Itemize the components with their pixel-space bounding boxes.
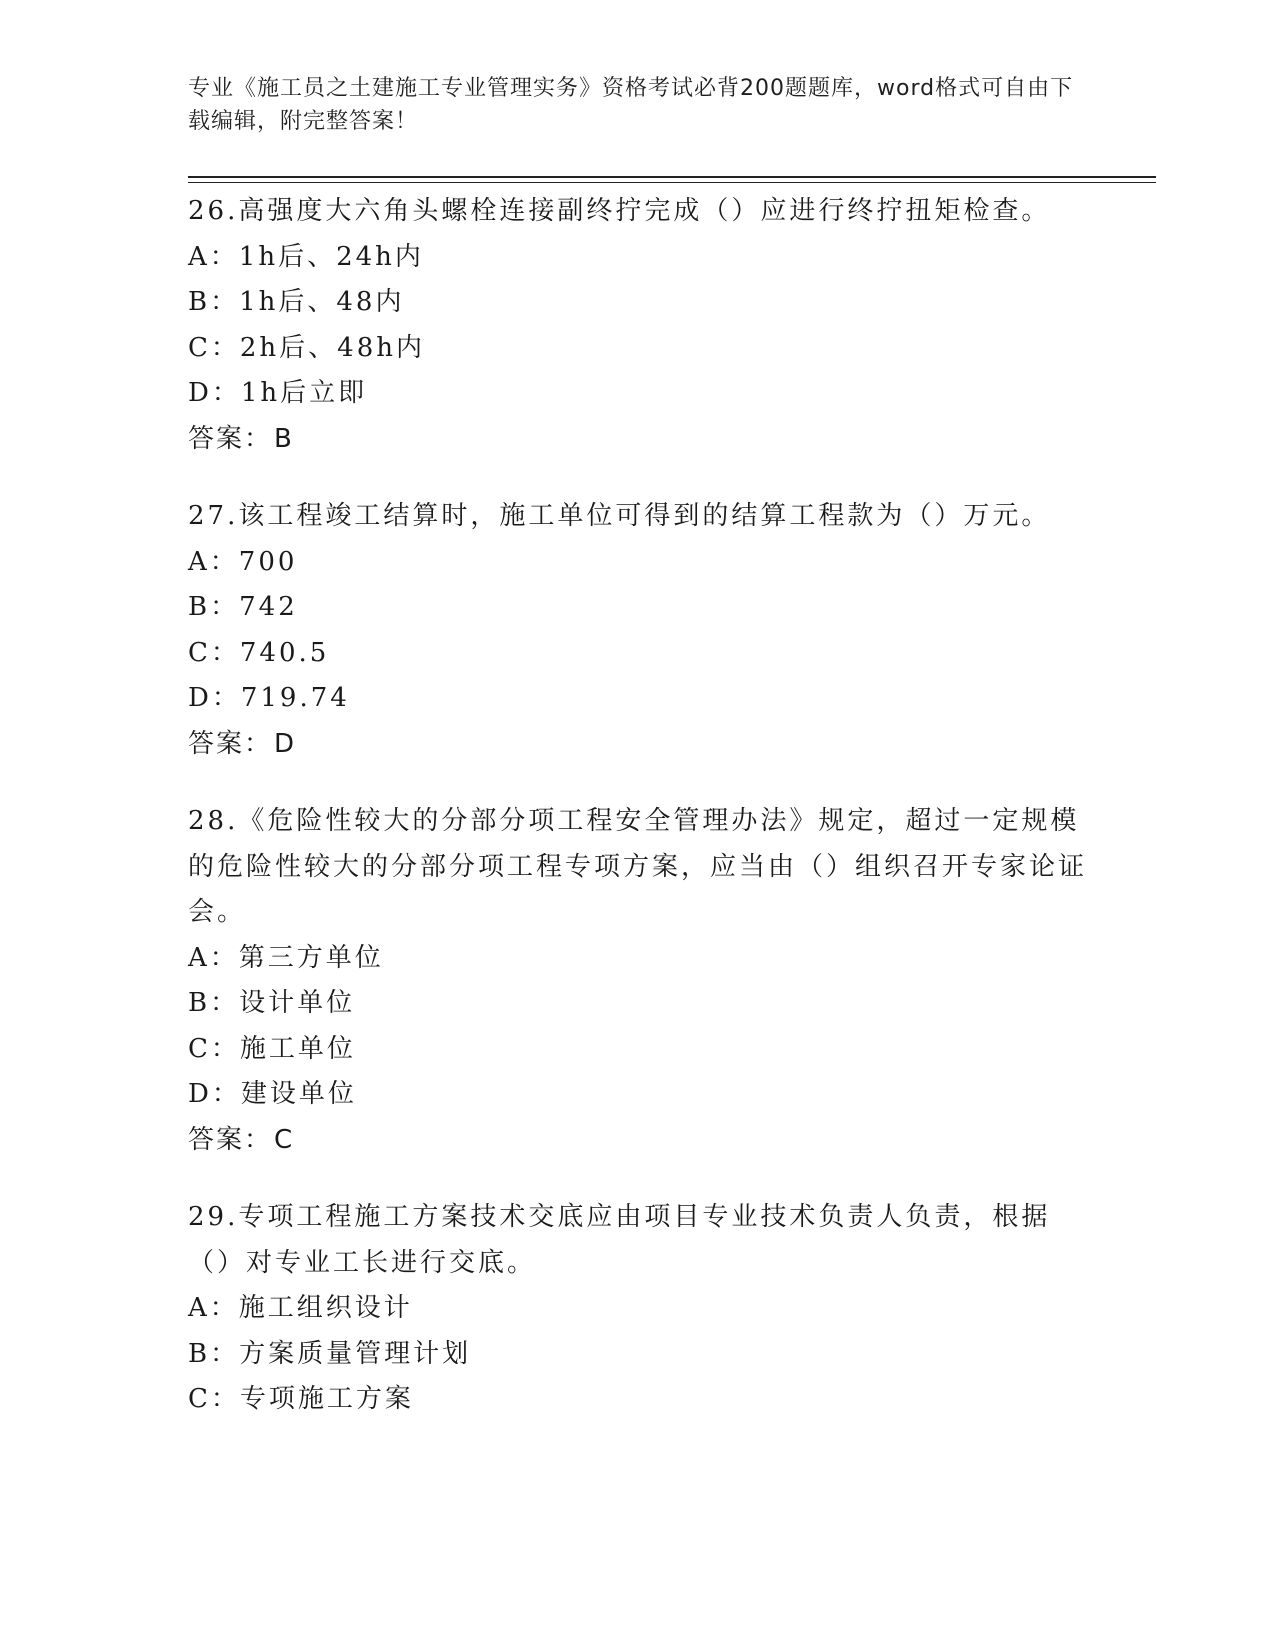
question-stem: 26.高强度大六角头螺栓连接副终拧完成（）应进行终拧扭矩检查。 xyxy=(188,196,1051,226)
option-a: A：700 xyxy=(188,546,298,577)
header-divider-thick xyxy=(188,176,1156,178)
option-d: D：建设单位 xyxy=(188,1079,357,1109)
option-c: C：专项施工方案 xyxy=(188,1384,414,1414)
answer-label: 答案： xyxy=(188,728,273,759)
question-28 xyxy=(188,799,1088,1163)
answer-value: B xyxy=(274,423,294,454)
header-divider-thin xyxy=(188,182,1156,183)
answer-label: 答案： xyxy=(188,423,273,454)
question-27 xyxy=(188,494,1088,767)
option-c: C：施工单位 xyxy=(188,1033,356,1064)
answer-label: 答案： xyxy=(188,1124,273,1155)
question-stem: 27.该工程竣工结算时，施工单位可得到的结算工程款为（）万元。 xyxy=(188,501,1051,531)
answer-line xyxy=(188,1118,1088,1164)
option-b: B：742 xyxy=(188,592,298,622)
question-29 xyxy=(188,1195,1088,1423)
answer-value: C xyxy=(274,1124,295,1155)
document-header: 专业《施工员之土建施工专业管理实务》资格考试必背200题题库，word格式可自由下载编辑，附完整答案！ xyxy=(188,76,1074,134)
option-a: A：施工组织设计 xyxy=(188,1293,413,1323)
option-b: B：方案质量管理计划 xyxy=(188,1338,472,1369)
option-d: D：1h后立即 xyxy=(188,378,368,408)
option-c: C：2h后、48h内 xyxy=(188,332,426,363)
question-stem: 29.专项工程施工方案技术交底应由项目专业技术负责人负责，根据（）对专业工长进行交底。 xyxy=(188,1202,1051,1278)
option-b: B：设计单位 xyxy=(188,988,356,1018)
option-a: A：1h后、24h内 xyxy=(188,241,424,272)
option-c: C：740.5 xyxy=(188,637,330,668)
option-b: B：1h后、48内 xyxy=(188,287,405,317)
answer-line xyxy=(188,417,1088,463)
question-stem: 28.《危险性较大的分部分项工程安全管理办法》规定，超过一定规模的危险性较大的分部分项工程专项方案，应当由（）组织召开专家论证会。 xyxy=(188,806,1088,927)
option-d: D：719.74 xyxy=(188,683,350,713)
question-list xyxy=(188,189,1088,1455)
option-a: A：第三方单位 xyxy=(188,942,384,973)
answer-value: D xyxy=(274,728,297,759)
answer-line xyxy=(188,722,1088,768)
question-26 xyxy=(188,189,1088,462)
